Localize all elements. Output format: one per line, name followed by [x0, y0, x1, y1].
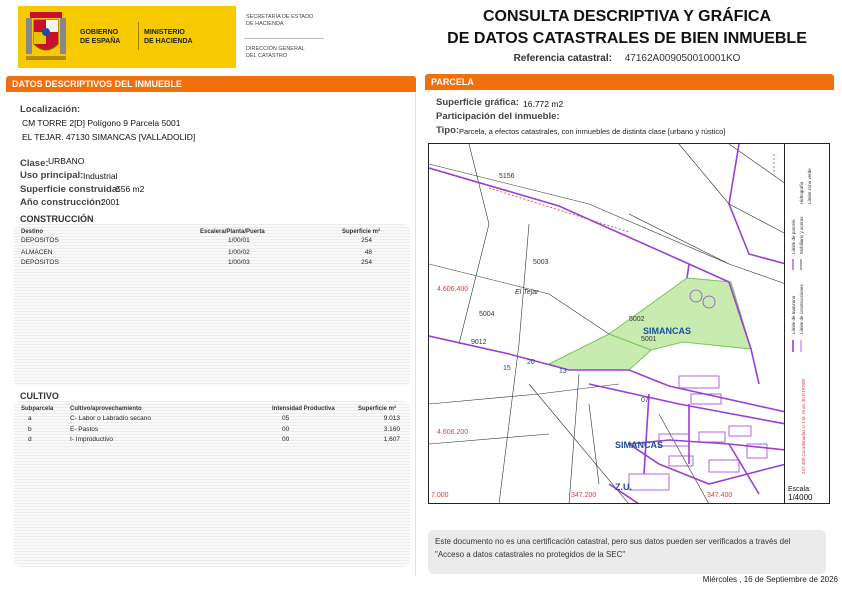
disclaimer-note: Este documento no es una certificación catastral, pero sus datos pueden ser verificados a través del "Acceso a datos catastrales no protegidos de la SEC" — [428, 530, 826, 574]
table-cell: 1.607 — [383, 436, 400, 443]
col-subparcela: Subparcela — [21, 406, 54, 412]
table-cell: C- Labor o Labradío secano — [70, 415, 151, 422]
tipo-value: Parcela, a efectos catastrales, con inmuebles de distinta clase [urbano y rústico] — [459, 127, 726, 136]
map-label-07: 07 — [641, 397, 649, 404]
map-canvas[interactable] — [429, 144, 785, 504]
map-label-simancas-1: SIMANCAS — [643, 326, 692, 336]
table-cell: 00 — [282, 426, 290, 433]
legend-parcela: Límite de parcela — [791, 219, 796, 254]
table-row: ALMACEN — [21, 249, 53, 256]
ref-value[interactable]: 47162A009050010001KO — [624, 53, 741, 64]
col-cultivo: Cultivo/aprovechamiento — [70, 406, 142, 412]
table-cell: 9.013 — [383, 415, 400, 422]
cultivo-title: CULTIVO — [20, 391, 59, 401]
localizacion-line2: EL TEJAR. 47130 SIMANCAS [VALLADOLID] — [22, 132, 196, 142]
header-separator — [244, 38, 324, 39]
table-row: DEPOSITOS — [21, 259, 59, 266]
table-cell: 48 — [364, 249, 372, 256]
uso-value: Industrial — [83, 171, 118, 181]
direccion-label: DIRECCIÓN GENERAL DEL CATASTRO — [246, 46, 305, 59]
table-cell: 254 — [361, 237, 372, 244]
table-cell: 00 — [282, 436, 290, 443]
uso-label: Uso principal: — [20, 170, 84, 181]
col-intensidad: Intensidad Productiva — [272, 406, 335, 412]
table-cell: 05 — [282, 415, 290, 422]
map-label-zu: Z.U. — [615, 482, 632, 492]
table-row: a — [28, 415, 32, 422]
map-label-5156: 5156 — [499, 173, 515, 180]
localizacion-line1: CM TORRE 2[D] Polígono 9 Parcela 5001 — [22, 118, 181, 128]
anio-value: 2001 — [101, 197, 120, 207]
clase-value: URBANO — [48, 156, 85, 166]
anio-label: Año construcción: — [20, 197, 104, 208]
table-cell: I- Improductivo — [70, 436, 113, 443]
col-destino: Destino — [21, 229, 44, 235]
secretaria-label: SECRETARÍA DE ESTADO DE HACIENDA — [246, 14, 314, 27]
legend-coord-note: 347.400 Coordenadas U.T.M. Huso 30 ETRS89 — [801, 378, 806, 474]
superficie-value: 556 m2 — [116, 184, 145, 194]
map-label-5001: 5001 — [641, 336, 657, 343]
tipo-label: Tipo: — [436, 125, 460, 136]
table-cell: 1/00/01 — [228, 237, 250, 244]
cadastral-map[interactable] — [428, 143, 785, 504]
page-title: CONSULTA DESCRIPTIVA Y GRÁFICA DE DATOS CATASTRALES DE BIEN INMUEBLE — [447, 8, 807, 47]
table-cell: 1/00/03 — [228, 259, 250, 266]
legend-construcciones: Límite de construcciones — [799, 284, 804, 334]
sup-grafica-value: 16.772 m2 — [523, 99, 564, 109]
sup-grafica-label: Superficie gráfica: — [436, 97, 519, 108]
map-label-9012: 9012 — [471, 339, 487, 346]
col-superficie-cultivo: Superficie m² — [358, 406, 397, 412]
document-date: Miércoles , 16 de Septiembre de 2026 — [702, 575, 838, 584]
map-coord-x1: 7.000 — [431, 492, 449, 499]
coat-of-arms-icon — [24, 10, 68, 64]
datos-descriptivos-header: DATOS DESCRIPTIVOS DEL INMUEBLE — [6, 76, 416, 92]
construccion-table — [14, 224, 410, 386]
localizacion-label: Localización: — [20, 104, 81, 115]
legend-zona-verde: Límite zona verde — [807, 168, 812, 204]
table-cell: 1/00/02 — [228, 249, 250, 256]
legend-hidrografia: Hidrografía — [799, 181, 804, 204]
table-row: DEPOSITOS — [21, 237, 59, 244]
legend-manzana: Límite de manzana — [791, 295, 796, 334]
map-coord-x3: 347.400 — [707, 492, 733, 499]
table-cell: E- Pastos — [70, 426, 99, 433]
map-label-20: 20 — [527, 359, 535, 366]
map-legend — [785, 143, 830, 504]
table-cell: 3.160 — [383, 426, 400, 433]
table-row: b — [28, 426, 32, 433]
map-coord-x2: 347.200 — [571, 492, 597, 499]
map-label-5002: 5002 — [629, 316, 645, 323]
map-scale: Escala: 1/4000 — [788, 486, 813, 502]
map-label-el-tejar: El Tejar — [515, 289, 539, 296]
map-coord-y2: 4.606.200 — [437, 429, 469, 436]
gobierno-label: GOBIERNO DE ESPAÑA — [80, 29, 121, 45]
col-superficie: Superficie m² — [342, 229, 381, 235]
map-label-simancas-2: SIMANCAS — [615, 440, 664, 450]
referencia-catastral — [420, 53, 834, 64]
ministerio-label: MINISTERIO DE HACIENDA — [144, 29, 193, 45]
legend-mobiliario: Mobiliario y aceras — [799, 216, 804, 254]
parcel-5001-area[interactable] — [609, 278, 751, 350]
map-label-5004: 5004 — [479, 311, 495, 318]
map-coord-y1: 4.606.400 — [437, 286, 469, 293]
map-label-15: 15 — [503, 365, 511, 372]
clase-label: Clase: — [20, 158, 49, 169]
superficie-label: Superficie construida: — [20, 184, 121, 195]
table-row: d — [28, 436, 32, 443]
participacion-label: Participación del inmueble: — [436, 111, 560, 122]
construccion-title: CONSTRUCCIÓN — [20, 214, 94, 224]
col-escalera: Escalera/Planta/Puerta — [200, 229, 265, 235]
ref-label: Referencia catastral: — [513, 53, 612, 64]
map-label-5003: 5003 — [533, 259, 549, 266]
logo-divider — [138, 22, 139, 50]
parcela-header: PARCELA — [425, 74, 834, 90]
map-label-13: 13 — [559, 368, 567, 375]
cultivo-table — [14, 401, 410, 567]
table-cell: 254 — [361, 259, 372, 266]
